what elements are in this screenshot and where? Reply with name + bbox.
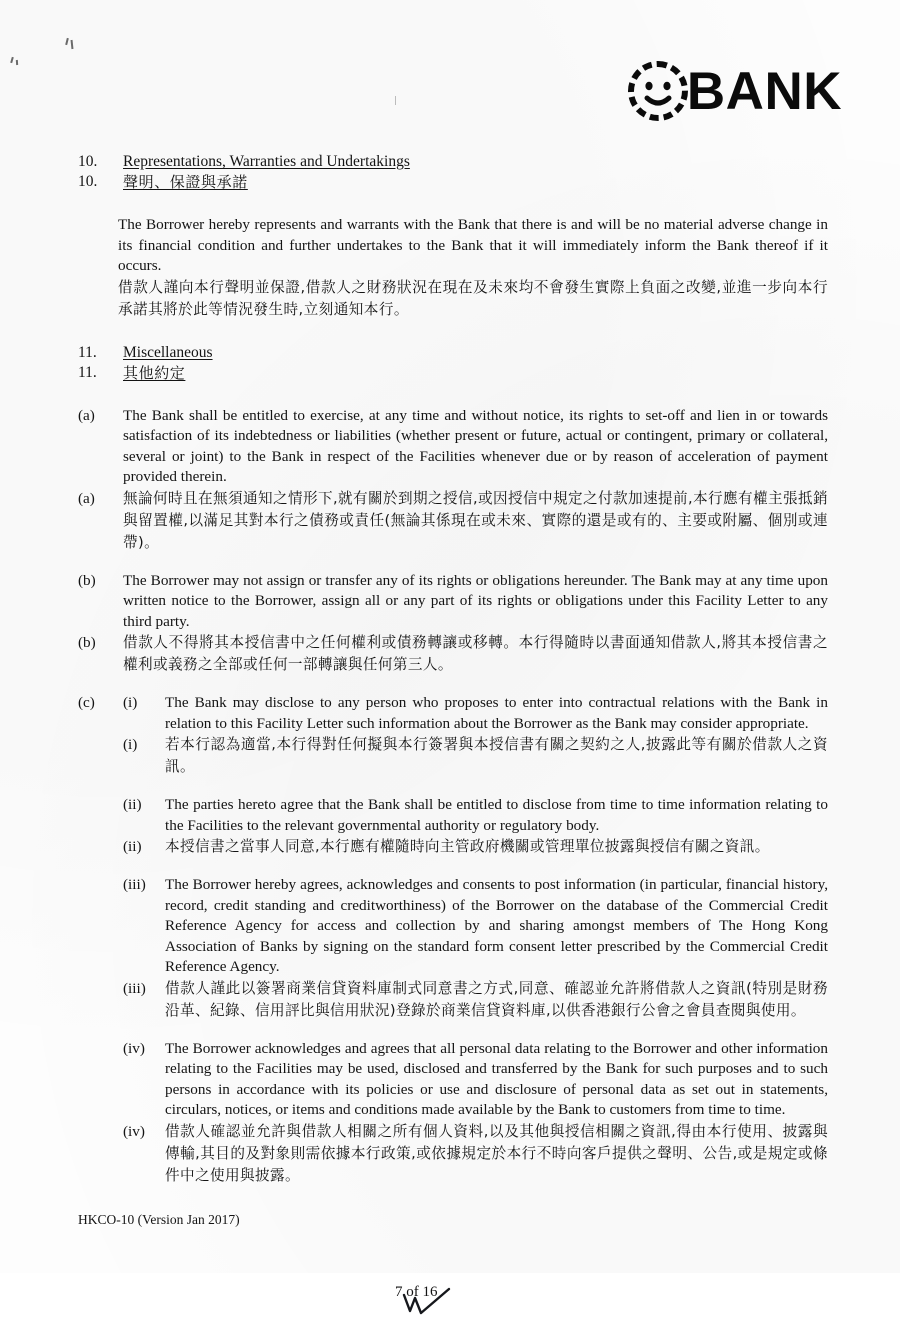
clause-c-iv-marker-zh: (iv) — [123, 1122, 145, 1140]
clause-a-en — [78, 406, 828, 488]
document-reference-code: HKCO-10 (Version Jan 2017) — [78, 1212, 240, 1227]
clause-c-ii-text-en: The parties hereto agree that the Bank shall be entitled to disclose from time to time information relating to the Facilities to the relevant governmental authority or regulatory body. — [165, 796, 828, 834]
section-10-title-en: Representations, Warranties and Undertakings — [123, 153, 410, 170]
scan-speck — [10, 57, 14, 63]
clause-a-marker-en: (a) — [78, 406, 95, 424]
section-11-heading-zh — [78, 363, 828, 384]
clause-b-text-zh: 借款人不得將其本授信書中之任何權利或債務轉讓或移轉。本行得隨時以書面通知借款人,將其本授信書之權利或義務之全部或任何一部轉讓與任何第三人。 — [123, 634, 828, 673]
section-10-heading-en — [78, 152, 828, 172]
clause-c-iv-text-en: The Borrower acknowledges and agrees that all personal data relating to the Borrower and other information relating to the Facilities may be used, disclosed and transferred by the Bank for such purposes and to such persons in accordance with its policies or use and disclosure of personal data as set out in statements, circulars, notices, or items and conditions made available by the Bank to customers from time to time. — [165, 1039, 828, 1118]
section-11-number-zh: 11. — [78, 363, 97, 381]
page-footer — [78, 1211, 840, 1300]
section-10-number-zh: 10. — [78, 173, 98, 190]
clause-c-i-text-en: The Bank may disclose to any person who proposes to enter into contractual relations with the Bank in relation to this Facility Letter such information about the Borrower as the Bank may consider appropriate. — [165, 694, 828, 732]
section-10-heading-zh — [78, 172, 828, 193]
clause-c-i-text-zh: 若本行認為適當,本行得對任何擬與本行簽署與本授信書有關之契約之人,披露此等有關於借款人之資訊。 — [165, 736, 828, 775]
section-10-number-en: 10. — [78, 153, 98, 170]
clause-c-iii-en — [78, 875, 828, 978]
section-11-number-en: 11. — [78, 343, 97, 361]
clause-c-iii-zh — [78, 978, 828, 1022]
clause-c-ii-zh — [78, 836, 828, 858]
document-body — [78, 152, 828, 1187]
clause-c-ii-text-zh: 本授信書之當事人同意,本行應有權隨時向主管政府機關或管理單位披露與授信有關之資訊。 — [165, 838, 770, 855]
clause-c-iv-zh — [78, 1121, 828, 1187]
clause-a-text-en: The Bank shall be entitled to exercise, at any time and without notice, its rights to set-off and lien in or towards satisfaction of its indebtedness or liabilities (whether present or future, actual or contingent, primary or collateral, several or joint) to the Bank in respect of the Facilities whenever due or by reason of acceleration of payment provided therein. — [123, 406, 828, 485]
clause-c-ii-marker-zh: (ii) — [123, 838, 142, 855]
clause-c-iii-text-en: The Borrower hereby agrees, acknowledges and consents to post information (in particular, financial history, record, credit standing and creditworthiness) of the Borrower on the database of the Commercial Credit Reference Agency for access and collection by and sharing amongst members of The Hong Kong Association of Banks by signing on the standard form consent letter prescribed by the Commercial Credit Reference Agency. — [165, 876, 828, 975]
clause-b-marker-en: (b) — [78, 571, 96, 589]
clause-c-iv-text-zh: 借款人確認並允許與借款人相關之所有個人資料,以及其他與授信相關之資訊,得由本行使用、披露與傳輸,其目的及對象則需依據本行政策,或依據規定於本行不時向客戶提供之聲明、公告,或是規定或條件中之使用與披露。 — [165, 1122, 828, 1184]
clause-c-iv-en — [78, 1039, 828, 1121]
clause-b-marker-zh: (b) — [78, 634, 96, 651]
section-10-title-zh: 聲明、保證與承諾 — [123, 173, 248, 191]
section-11-title-zh: 其他約定 — [123, 363, 186, 382]
section-10-paragraph-en: The Borrower hereby represents and warrants with the Bank that there is and will be no material adverse change in its financial condition and further undertakes to the Bank that it will immediately inform the Bank thereof if it occurs. — [118, 216, 828, 274]
smiley-face-icon — [627, 60, 689, 122]
clause-a-text-zh: 無論何時且在無須通知之情形下,就有關於到期之授信,或因授信中規定之付款加速提前,本行應有權主張抵銷與留置權,以滿足其對本行之債務或責任(無論其係現在或未來、實際的還是或有的、主要或附屬、個別或連帶)。 — [123, 489, 828, 551]
bank-logo-wordmark: BANK — [686, 61, 842, 121]
scan-speck — [65, 38, 69, 45]
clause-b-zh — [78, 632, 828, 676]
scan-speck — [16, 60, 18, 65]
clause-c-ii-en — [78, 795, 828, 836]
scan-speck — [71, 40, 74, 49]
clause-c-ii-marker-en: (ii) — [123, 796, 142, 813]
clause-c-iii-text-zh: 借款人謹此以簽署商業信貸資料庫制式同意書之方式,同意、確認並允許將借款人之資訊(特別是財務沿革、紀錄、信用評比與信用狀況)登錄於商業信貸資料庫,以供香港銀行公會之會員查閱與使用。 — [165, 979, 828, 1019]
clause-c-i-zh — [78, 734, 828, 778]
page-number: 7 of 16 — [395, 1284, 438, 1300]
clause-b-text-en: The Borrower may not assign or transfer any of its rights or obligations hereunder. The Bank may at any time upon written notice to the Borrower, assign all or any part of its rights or obligations under this Facility Letter to any third party. — [123, 571, 828, 630]
clause-c-i-marker-zh: (i) — [123, 736, 138, 753]
section-11-title-en: Miscellaneous — [123, 343, 213, 361]
clause-c-marker: (c) — [78, 694, 95, 711]
clause-c-i-en — [78, 693, 828, 734]
clause-a-marker-zh: (a) — [78, 489, 95, 507]
clause-c-i-marker-en: (i) — [123, 694, 138, 711]
section-10-paragraph-zh: 借款人謹向本行聲明並保證,借款人之財務狀況在現在及未來均不會發生實際上負面之改變,並進一步向本行承諾其將於此等情況發生時,立刻通知本行。 — [118, 278, 828, 318]
clause-b-en — [78, 571, 828, 633]
clause-a-zh — [78, 488, 828, 554]
scan-speck — [395, 96, 396, 105]
clause-c-iii-marker-zh: (iii) — [123, 979, 146, 997]
bank-logo — [627, 60, 842, 122]
section-11-heading-en — [78, 343, 828, 363]
clause-c-iii-marker-en: (iii) — [123, 876, 146, 893]
clause-c-iv-marker-en: (iv) — [123, 1039, 145, 1057]
